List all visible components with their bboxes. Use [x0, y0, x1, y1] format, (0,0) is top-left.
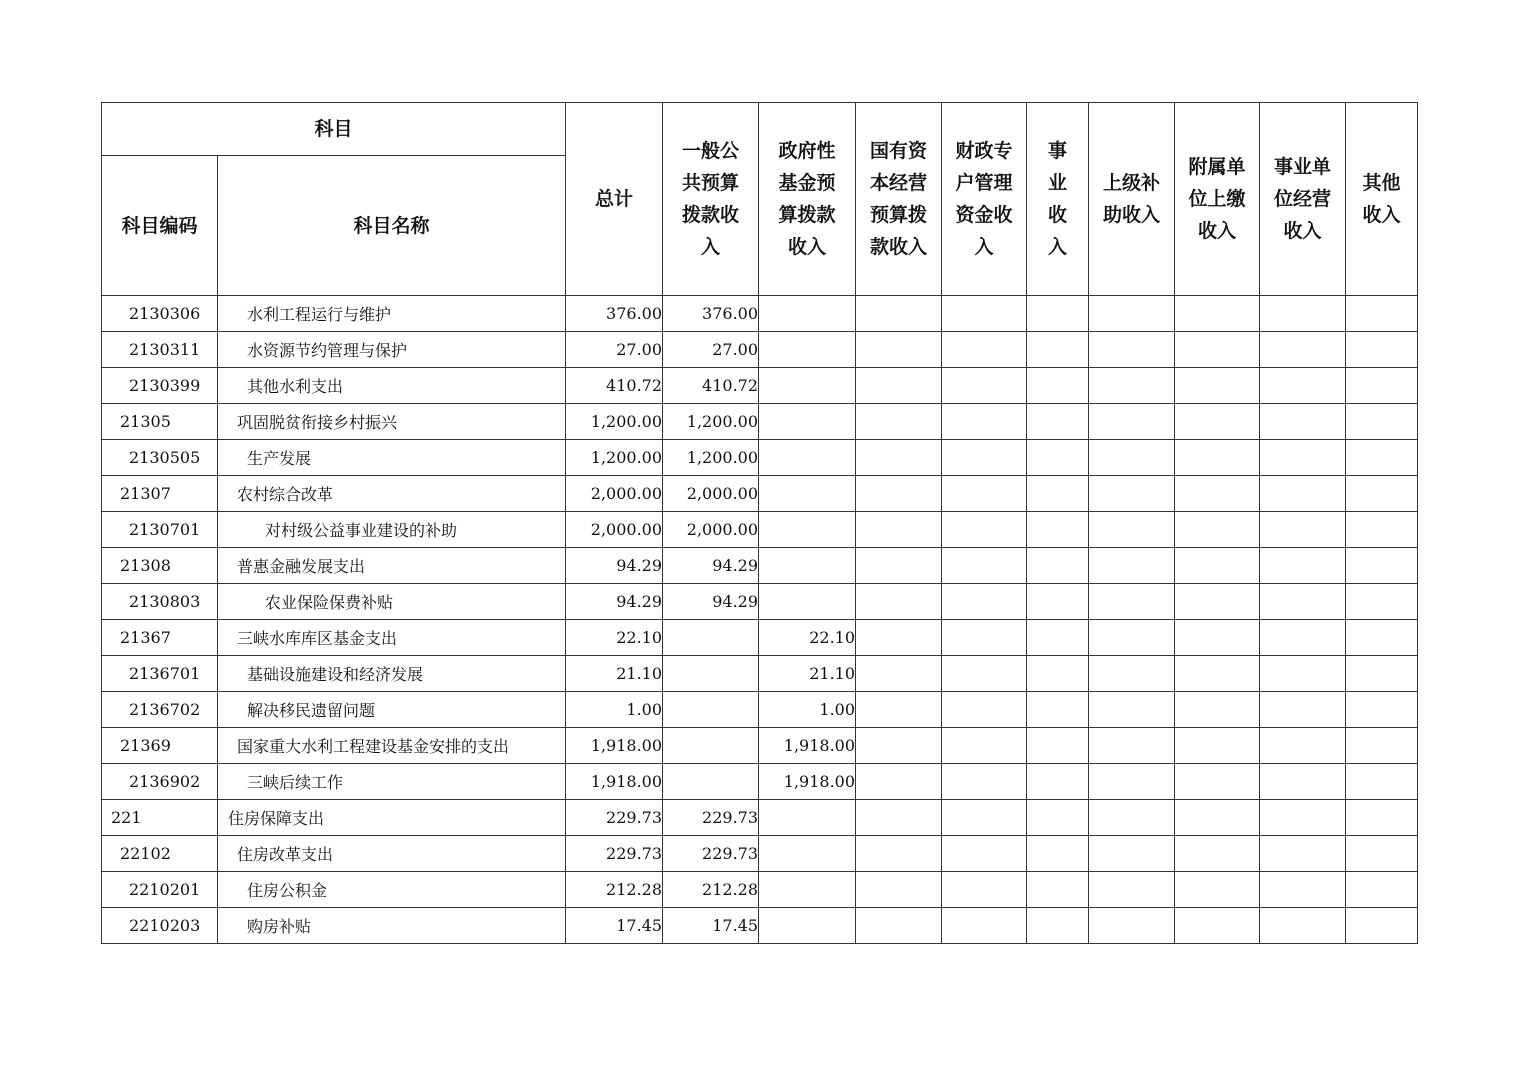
cell-operating-income — [1260, 440, 1346, 476]
cell-subject-code: 2136902 — [102, 764, 218, 800]
cell-general-public: 212.28 — [663, 872, 759, 908]
cell-affiliated-turnover — [1175, 440, 1260, 476]
cell-business-income — [1027, 548, 1089, 584]
cell-subject-code: 2130311 — [102, 332, 218, 368]
cell-subject-code: 21308 — [102, 548, 218, 584]
cell-subject-name: 水资源节约管理与保护 — [218, 332, 566, 368]
cell-total: 376.00 — [566, 296, 663, 332]
cell-gov-fund: 1.00 — [759, 692, 856, 728]
cell-general-public: 94.29 — [663, 584, 759, 620]
cell-fiscal-special — [942, 656, 1027, 692]
cell-gov-fund — [759, 800, 856, 836]
cell-business-income — [1027, 692, 1089, 728]
budget-table — [101, 102, 1418, 944]
cell-state-capital — [856, 404, 942, 440]
cell-superior-subsidy — [1089, 620, 1175, 656]
cell-business-income — [1027, 872, 1089, 908]
cell-operating-income — [1260, 296, 1346, 332]
cell-superior-subsidy — [1089, 368, 1175, 404]
table-row — [102, 872, 1418, 908]
cell-affiliated-turnover — [1175, 800, 1260, 836]
cell-total: 1.00 — [566, 692, 663, 728]
cell-other-income — [1346, 800, 1418, 836]
cell-operating-income — [1260, 764, 1346, 800]
cell-fiscal-special — [942, 620, 1027, 656]
table-row — [102, 656, 1418, 692]
table-row — [102, 368, 1418, 404]
cell-gov-fund: 1,918.00 — [759, 728, 856, 764]
cell-general-public: 17.45 — [663, 908, 759, 944]
cell-business-income — [1027, 296, 1089, 332]
cell-fiscal-special — [942, 404, 1027, 440]
table-row — [102, 620, 1418, 656]
cell-gov-fund — [759, 836, 856, 872]
cell-affiliated-turnover — [1175, 836, 1260, 872]
cell-fiscal-special — [942, 800, 1027, 836]
cell-subject-code: 2210201 — [102, 872, 218, 908]
cell-general-public — [663, 692, 759, 728]
cell-operating-income — [1260, 656, 1346, 692]
cell-fiscal-special — [942, 368, 1027, 404]
table-row — [102, 404, 1418, 440]
cell-subject-name: 巩固脱贫衔接乡村振兴 — [218, 404, 566, 440]
cell-business-income — [1027, 728, 1089, 764]
cell-general-public: 27.00 — [663, 332, 759, 368]
header-subject: 科目 — [102, 103, 566, 156]
cell-subject-name: 购房补贴 — [218, 908, 566, 944]
cell-fiscal-special — [942, 476, 1027, 512]
cell-superior-subsidy — [1089, 872, 1175, 908]
cell-business-income — [1027, 368, 1089, 404]
cell-general-public: 94.29 — [663, 548, 759, 584]
cell-superior-subsidy — [1089, 584, 1175, 620]
header-fiscal-special: 财政专 户管理 资金收 入 — [942, 103, 1027, 296]
cell-superior-subsidy — [1089, 908, 1175, 944]
cell-state-capital — [856, 440, 942, 476]
cell-total: 27.00 — [566, 332, 663, 368]
cell-total: 22.10 — [566, 620, 663, 656]
cell-gov-fund — [759, 368, 856, 404]
header-subject-name: 科目名称 — [218, 156, 566, 296]
header-state-capital: 国有资 本经营 预算拨 款收入 — [856, 103, 942, 296]
cell-operating-income — [1260, 800, 1346, 836]
cell-subject-code: 21305 — [102, 404, 218, 440]
cell-superior-subsidy — [1089, 800, 1175, 836]
cell-general-public — [663, 728, 759, 764]
table-row — [102, 692, 1418, 728]
cell-total: 2,000.00 — [566, 476, 663, 512]
cell-gov-fund — [759, 908, 856, 944]
cell-fiscal-special — [942, 692, 1027, 728]
cell-subject-name: 三峡水库库区基金支出 — [218, 620, 566, 656]
cell-business-income — [1027, 836, 1089, 872]
table-row — [102, 764, 1418, 800]
header-operating-income: 事业单 位经营 收入 — [1260, 103, 1346, 296]
cell-affiliated-turnover — [1175, 332, 1260, 368]
cell-total: 212.28 — [566, 872, 663, 908]
cell-other-income — [1346, 872, 1418, 908]
table-row — [102, 476, 1418, 512]
cell-affiliated-turnover — [1175, 584, 1260, 620]
cell-gov-fund: 1,918.00 — [759, 764, 856, 800]
cell-other-income — [1346, 728, 1418, 764]
cell-subject-name: 住房保障支出 — [218, 800, 566, 836]
cell-general-public: 2,000.00 — [663, 512, 759, 548]
cell-operating-income — [1260, 692, 1346, 728]
cell-superior-subsidy — [1089, 548, 1175, 584]
cell-operating-income — [1260, 872, 1346, 908]
header-gov-fund: 政府性 基金预 算拨款 收入 — [759, 103, 856, 296]
cell-operating-income — [1260, 404, 1346, 440]
cell-state-capital — [856, 728, 942, 764]
cell-operating-income — [1260, 512, 1346, 548]
cell-other-income — [1346, 476, 1418, 512]
cell-operating-income — [1260, 368, 1346, 404]
cell-general-public — [663, 620, 759, 656]
cell-fiscal-special — [942, 872, 1027, 908]
cell-total: 1,200.00 — [566, 440, 663, 476]
cell-other-income — [1346, 836, 1418, 872]
header-subject-code: 科目编码 — [102, 156, 218, 296]
cell-fiscal-special — [942, 908, 1027, 944]
cell-gov-fund — [759, 548, 856, 584]
cell-superior-subsidy — [1089, 764, 1175, 800]
table-row — [102, 548, 1418, 584]
cell-affiliated-turnover — [1175, 872, 1260, 908]
cell-state-capital — [856, 800, 942, 836]
cell-other-income — [1346, 764, 1418, 800]
table-row — [102, 512, 1418, 548]
cell-general-public: 1,200.00 — [663, 440, 759, 476]
cell-total: 1,918.00 — [566, 764, 663, 800]
cell-gov-fund — [759, 512, 856, 548]
table-row — [102, 440, 1418, 476]
header-superior-subsidy: 上级补 助收入 — [1089, 103, 1175, 296]
cell-superior-subsidy — [1089, 728, 1175, 764]
cell-gov-fund — [759, 332, 856, 368]
cell-other-income — [1346, 296, 1418, 332]
cell-subject-code: 21369 — [102, 728, 218, 764]
cell-business-income — [1027, 620, 1089, 656]
cell-subject-code: 2130803 — [102, 584, 218, 620]
cell-superior-subsidy — [1089, 656, 1175, 692]
header-other-income: 其他 收入 — [1346, 103, 1418, 296]
cell-total: 1,918.00 — [566, 728, 663, 764]
header-general-public: 一般公 共预算 拨款收 入 — [663, 103, 759, 296]
cell-total: 229.73 — [566, 836, 663, 872]
table-row — [102, 836, 1418, 872]
cell-affiliated-turnover — [1175, 692, 1260, 728]
cell-affiliated-turnover — [1175, 764, 1260, 800]
cell-superior-subsidy — [1089, 332, 1175, 368]
cell-gov-fund — [759, 584, 856, 620]
table-row — [102, 800, 1418, 836]
table-row — [102, 584, 1418, 620]
cell-fiscal-special — [942, 332, 1027, 368]
cell-fiscal-special — [942, 728, 1027, 764]
cell-other-income — [1346, 656, 1418, 692]
cell-state-capital — [856, 692, 942, 728]
cell-general-public: 229.73 — [663, 836, 759, 872]
cell-affiliated-turnover — [1175, 512, 1260, 548]
cell-operating-income — [1260, 548, 1346, 584]
cell-subject-code: 2210203 — [102, 908, 218, 944]
cell-total: 94.29 — [566, 584, 663, 620]
cell-fiscal-special — [942, 548, 1027, 584]
cell-gov-fund — [759, 872, 856, 908]
cell-other-income — [1346, 908, 1418, 944]
cell-subject-name: 农业保险保费补贴 — [218, 584, 566, 620]
table-header — [102, 103, 1418, 296]
table-row — [102, 296, 1418, 332]
cell-operating-income — [1260, 836, 1346, 872]
cell-operating-income — [1260, 908, 1346, 944]
cell-superior-subsidy — [1089, 296, 1175, 332]
cell-general-public: 229.73 — [663, 800, 759, 836]
cell-fiscal-special — [942, 440, 1027, 476]
cell-subject-code: 21307 — [102, 476, 218, 512]
cell-affiliated-turnover — [1175, 908, 1260, 944]
cell-affiliated-turnover — [1175, 548, 1260, 584]
cell-affiliated-turnover — [1175, 656, 1260, 692]
cell-other-income — [1346, 512, 1418, 548]
cell-state-capital — [856, 584, 942, 620]
cell-total: 410.72 — [566, 368, 663, 404]
cell-subject-code: 21367 — [102, 620, 218, 656]
cell-total: 2,000.00 — [566, 512, 663, 548]
cell-subject-code: 2130701 — [102, 512, 218, 548]
cell-general-public: 1,200.00 — [663, 404, 759, 440]
cell-other-income — [1346, 368, 1418, 404]
cell-total: 17.45 — [566, 908, 663, 944]
cell-state-capital — [856, 620, 942, 656]
cell-subject-name: 水利工程运行与维护 — [218, 296, 566, 332]
cell-state-capital — [856, 872, 942, 908]
cell-business-income — [1027, 800, 1089, 836]
cell-other-income — [1346, 548, 1418, 584]
cell-business-income — [1027, 512, 1089, 548]
cell-subject-code: 2130399 — [102, 368, 218, 404]
table-row — [102, 908, 1418, 944]
cell-operating-income — [1260, 476, 1346, 512]
cell-subject-name: 普惠金融发展支出 — [218, 548, 566, 584]
header-business-income: 事 业 收 入 — [1027, 103, 1089, 296]
cell-subject-code: 2130306 — [102, 296, 218, 332]
cell-state-capital — [856, 548, 942, 584]
cell-business-income — [1027, 764, 1089, 800]
cell-state-capital — [856, 332, 942, 368]
cell-fiscal-special — [942, 512, 1027, 548]
cell-fiscal-special — [942, 584, 1027, 620]
cell-superior-subsidy — [1089, 476, 1175, 512]
cell-affiliated-turnover — [1175, 404, 1260, 440]
cell-other-income — [1346, 620, 1418, 656]
cell-general-public — [663, 764, 759, 800]
cell-subject-name: 基础设施建设和经济发展 — [218, 656, 566, 692]
cell-general-public: 410.72 — [663, 368, 759, 404]
table-body — [102, 296, 1418, 944]
cell-state-capital — [856, 512, 942, 548]
cell-general-public: 2,000.00 — [663, 476, 759, 512]
cell-subject-code: 2136701 — [102, 656, 218, 692]
cell-gov-fund — [759, 296, 856, 332]
cell-fiscal-special — [942, 836, 1027, 872]
cell-business-income — [1027, 476, 1089, 512]
cell-state-capital — [856, 296, 942, 332]
cell-business-income — [1027, 656, 1089, 692]
cell-subject-name: 农村综合改革 — [218, 476, 566, 512]
cell-affiliated-turnover — [1175, 620, 1260, 656]
cell-other-income — [1346, 440, 1418, 476]
cell-operating-income — [1260, 584, 1346, 620]
cell-gov-fund — [759, 404, 856, 440]
cell-business-income — [1027, 440, 1089, 476]
cell-state-capital — [856, 656, 942, 692]
cell-total: 229.73 — [566, 800, 663, 836]
cell-subject-name: 其他水利支出 — [218, 368, 566, 404]
cell-total: 94.29 — [566, 548, 663, 584]
cell-subject-name: 住房改革支出 — [218, 836, 566, 872]
cell-subject-code: 2130505 — [102, 440, 218, 476]
cell-gov-fund — [759, 440, 856, 476]
cell-subject-name: 生产发展 — [218, 440, 566, 476]
cell-state-capital — [856, 836, 942, 872]
cell-operating-income — [1260, 728, 1346, 764]
cell-subject-code: 221 — [102, 800, 218, 836]
cell-operating-income — [1260, 332, 1346, 368]
cell-total: 21.10 — [566, 656, 663, 692]
cell-other-income — [1346, 584, 1418, 620]
cell-state-capital — [856, 368, 942, 404]
cell-subject-code: 2136702 — [102, 692, 218, 728]
cell-general-public: 376.00 — [663, 296, 759, 332]
cell-fiscal-special — [942, 764, 1027, 800]
cell-total: 1,200.00 — [566, 404, 663, 440]
cell-business-income — [1027, 584, 1089, 620]
cell-superior-subsidy — [1089, 836, 1175, 872]
table-row — [102, 332, 1418, 368]
cell-business-income — [1027, 404, 1089, 440]
cell-superior-subsidy — [1089, 440, 1175, 476]
cell-affiliated-turnover — [1175, 296, 1260, 332]
cell-subject-name: 国家重大水利工程建设基金安排的支出 — [218, 728, 566, 764]
cell-general-public — [663, 656, 759, 692]
cell-state-capital — [856, 476, 942, 512]
cell-business-income — [1027, 332, 1089, 368]
header-affiliated-turnover: 附属单 位上缴 收入 — [1175, 103, 1260, 296]
cell-superior-subsidy — [1089, 404, 1175, 440]
table-row — [102, 728, 1418, 764]
cell-state-capital — [856, 908, 942, 944]
cell-subject-name: 解决移民遗留问题 — [218, 692, 566, 728]
cell-affiliated-turnover — [1175, 476, 1260, 512]
cell-other-income — [1346, 692, 1418, 728]
cell-other-income — [1346, 404, 1418, 440]
cell-operating-income — [1260, 620, 1346, 656]
cell-subject-code: 22102 — [102, 836, 218, 872]
cell-subject-name: 对村级公益事业建设的补助 — [218, 512, 566, 548]
cell-business-income — [1027, 908, 1089, 944]
cell-subject-name: 住房公积金 — [218, 872, 566, 908]
cell-superior-subsidy — [1089, 692, 1175, 728]
cell-gov-fund: 21.10 — [759, 656, 856, 692]
cell-subject-name: 三峡后续工作 — [218, 764, 566, 800]
cell-other-income — [1346, 332, 1418, 368]
cell-affiliated-turnover — [1175, 368, 1260, 404]
cell-gov-fund: 22.10 — [759, 620, 856, 656]
cell-gov-fund — [759, 476, 856, 512]
cell-state-capital — [856, 764, 942, 800]
cell-superior-subsidy — [1089, 512, 1175, 548]
cell-fiscal-special — [942, 296, 1027, 332]
header-total: 总计 — [566, 103, 663, 296]
cell-affiliated-turnover — [1175, 728, 1260, 764]
